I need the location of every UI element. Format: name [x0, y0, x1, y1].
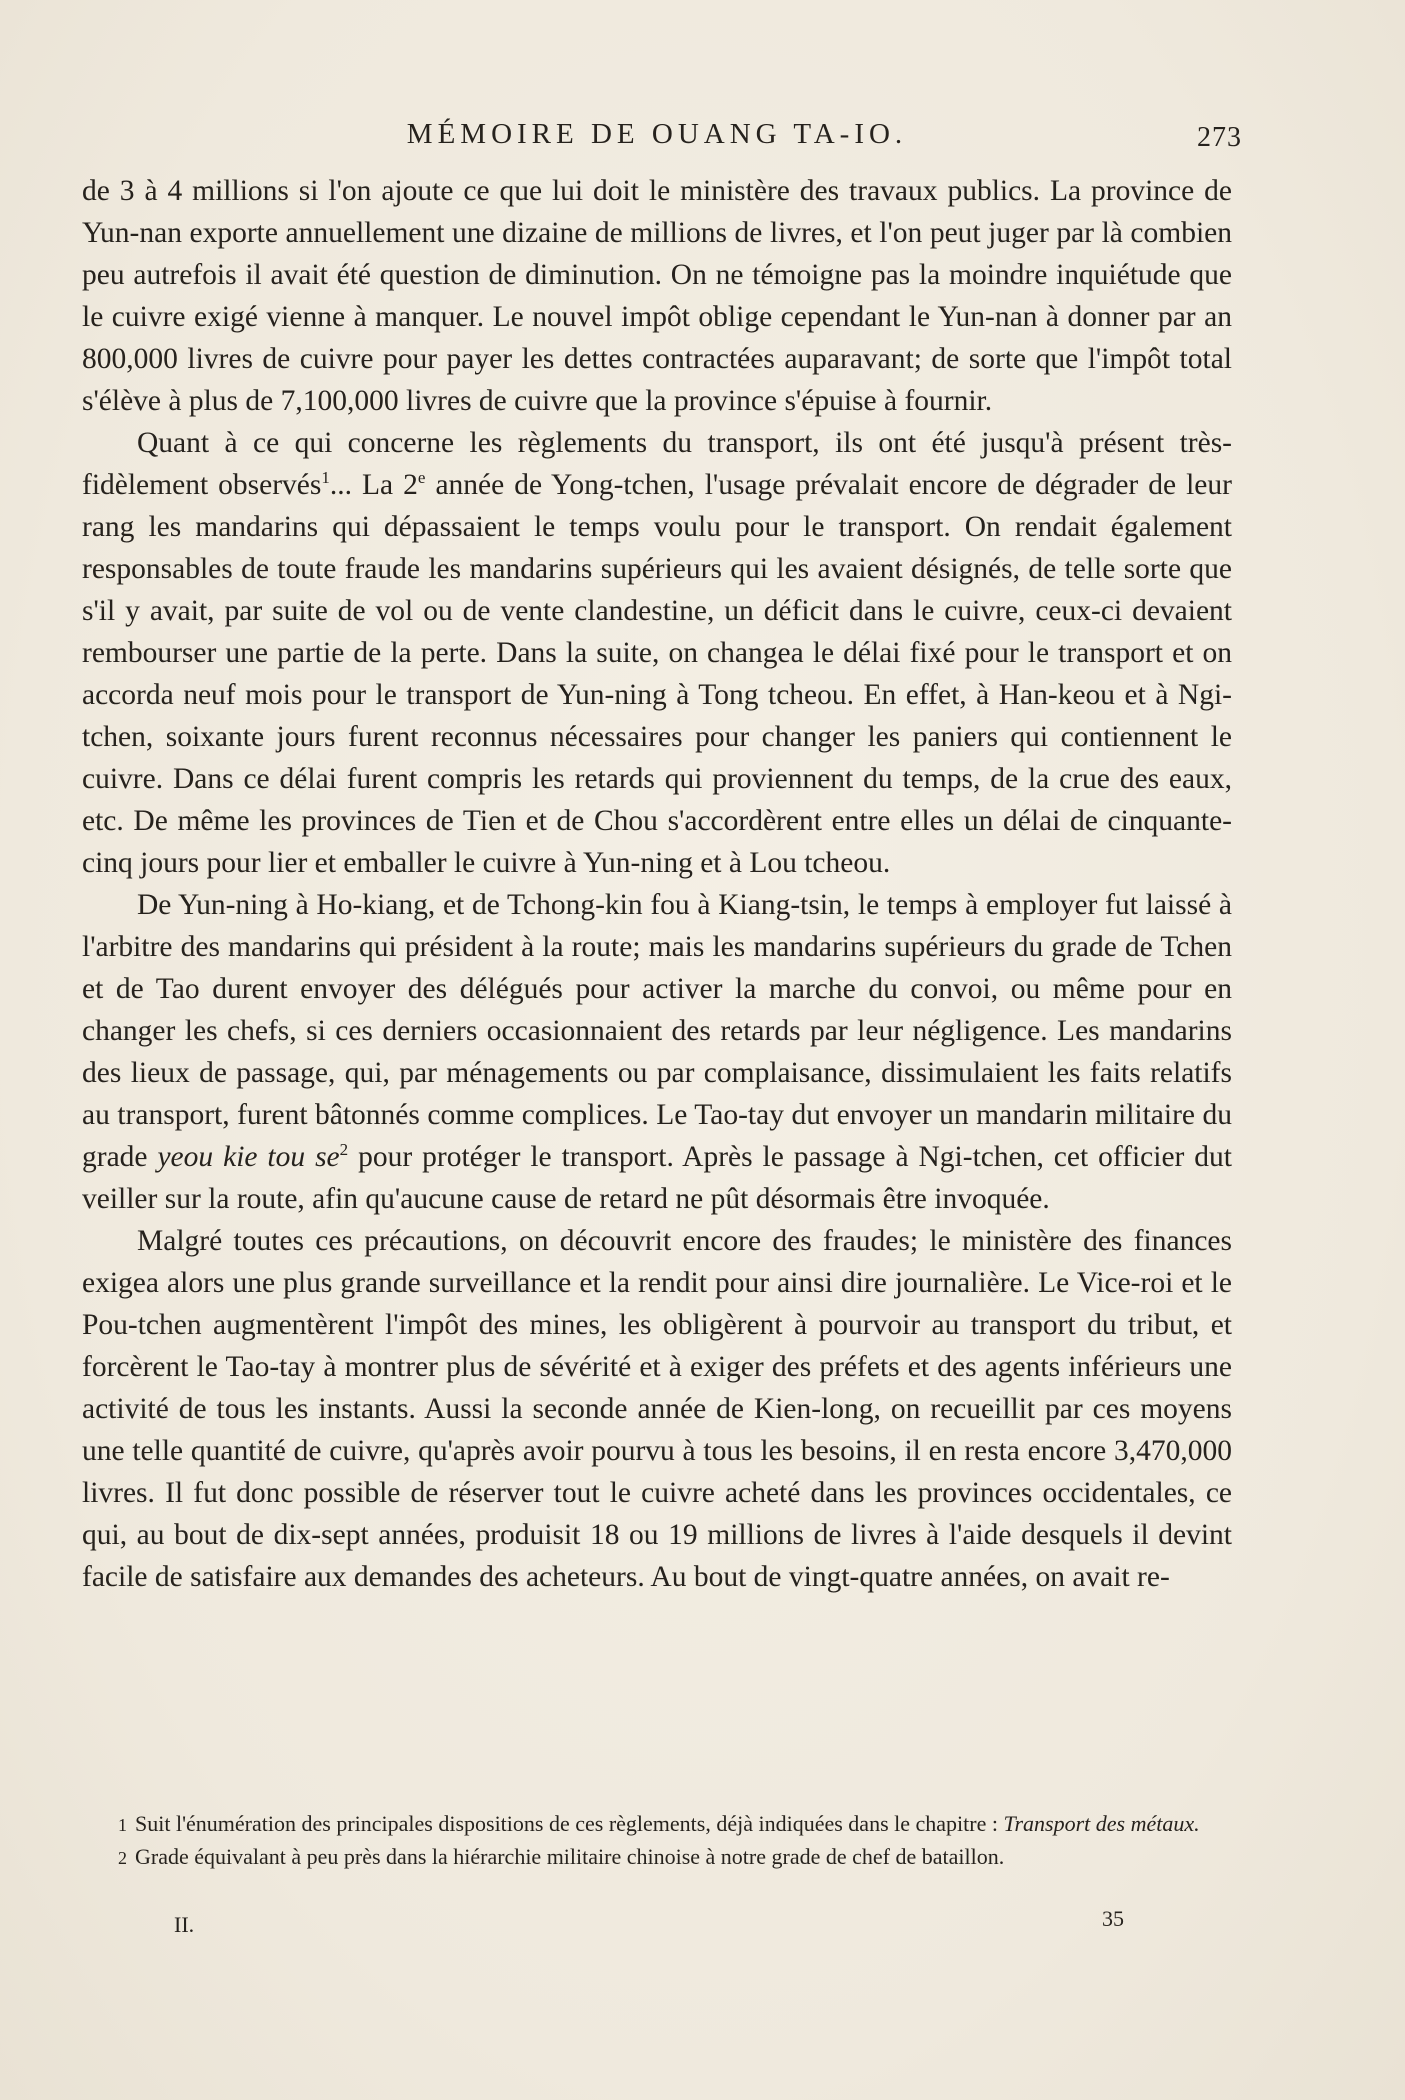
paragraph-2-text-b: ... La 2 — [329, 469, 418, 501]
signature-mark: 35 — [1102, 1906, 1124, 1931]
paragraph-3 — [82, 884, 1232, 1220]
paragraph-3-text-a: De Yun-ning à Ho-kiang, et de Tchong-kin fou à Kiang-tsin, le temps à employer fut laissé à l'arbitre des mandarins qui président à la route; mais les mandarins supérieurs du grade de Tchen et de Tao durent envoyer des délégués pour activer la marche du convoi, ou même pour en changer les chefs, si ces derniers occasionnaient des retards par leur négligence. Les mandarins des lieux de passage, qui, par ménagements ou par complaisance, dissimulaient les faits relatifs au transport, furent bâtonnés comme complices. Le Tao-tay dut envoyer un mandarin militaire du grade — [82, 889, 1232, 1173]
paragraph-2-text-a: Quant à ce qui concerne les règlements du transport, ils ont été jusqu'à présent très-fidèlement observés — [82, 427, 1232, 501]
footnote-2-text: Grade équivalant à peu près dans la hiérarchie militaire chinoise à notre grade de chef de bataillon. — [135, 1844, 1005, 1869]
volume-number: II. — [174, 1912, 195, 1937]
running-head — [82, 118, 1242, 158]
footnote-1 — [82, 1808, 1232, 1841]
paragraph-3-text-b: pour protéger le transport. Après le passage à Ngi-tchen, cet officier dut veiller sur la route, afin qu'aucune cause de retard ne pût désormais être invoquée. — [82, 1141, 1233, 1215]
page-number: 273 — [1197, 122, 1242, 153]
footnote-ref-2: 2 — [339, 1140, 349, 1160]
footnote-ref-1: 1 — [321, 468, 330, 488]
italic-term: yeou kie tou se — [157, 1141, 340, 1173]
footnote-1-text: Suit l'énumération des principales dispositions de ces règlements, déjà indiquées dans le chapitre : — [135, 1811, 998, 1836]
footnote-1-mark: 1 — [118, 1815, 127, 1835]
paragraph-4: Malgré toutes ces précautions, on découvrit encore des fraudes; le ministère des finances exigea alors une plus grande surveillance et la rendit pour ainsi dire journalière. Le Vice-roi et le Pou-tchen augmentèrent l'impôt des mines, les obligèrent à pourvoir au transport du tribut, et forcèrent le Tao-tay à montrer plus de sévérité et à exiger des préfets et des agents inférieurs une activité de tous les instants. Aussi la seconde année de Kien-long, on recueillit par ces moyens une telle quantité de cuivre, qu'après avoir pourvu à tous les besoins, il en resta encore 3,470,000 livres. Il fut donc possible de réserver tout le cuivre acheté dans les provinces occidentales, ce qui, au bout de dix-sept années, produisit 18 ou 19 millions de livres à l'aide desquels il devint facile de satisfaire aux demandes des acheteurs. Au bout de vingt-quatre années, on avait re- — [82, 1225, 1232, 1593]
paragraph-1: de 3 à 4 millions si l'on ajoute ce que lui doit le ministère des travaux publics. La province de Yun-nan exporte annuellement une dizaine de millions de livres, et l'on peut juger par là combien peu autrefois il avait été question de diminution. On ne témoigne pas la moindre inquiétude que le cuivre exigé vienne à manquer. Le nouvel impôt oblige cependant le Yun-nan à donner par an 800,000 livres de cuivre pour payer les dettes contractées auparavant; de sorte que l'impôt total s'élève à plus de 7,100,000 livres de cuivre que la province s'épuise à fournir. — [82, 175, 1232, 417]
footnote-2-mark: 2 — [118, 1848, 127, 1868]
paragraph-2-text-c: année de Yong-tchen, l'usage prévalait encore de dégrader de leur rang les mandarins qui dépassaient le temps voulu pour le transport. On rendait également responsables de toute fraude les mandarins supérieurs qui les avaient désignés, de telle sorte que s'il y avait, par suite de vol ou de vente clandestine, un déficit dans le cuivre, ceux-ci devaient rembourser une partie de la perte. Dans la suite, on changea le délai fixé pour le transport et on accorda neuf mois pour le transport de Yun-ning à Tong tcheou. En effet, à Han-keou et à Ngi-tchen, soixante jours furent reconnus nécessaires pour changer les paniers qui contiennent le cuivre. Dans ce délai furent compris les retards qui proviennent du temps, de la crue des eaux, etc. De même les provinces de Tien et de Chou s'accordèrent entre elles un délai de cinquante-cinq jours pour lier et emballer le cuivre à Yun-ning et à Lou tcheou. — [82, 469, 1232, 879]
page-title: MÉMOIRE DE OUANG TA-IO. — [406, 118, 908, 150]
page-footer — [82, 1906, 1232, 1942]
ordinal-superscript: e — [417, 468, 426, 488]
footnote-2 — [82, 1841, 1232, 1874]
footnote-1-italic: Transport des métaux. — [1003, 1811, 1200, 1836]
paragraph-2 — [82, 422, 1232, 884]
footnotes — [82, 1808, 1232, 1874]
main-text — [82, 170, 1232, 1598]
